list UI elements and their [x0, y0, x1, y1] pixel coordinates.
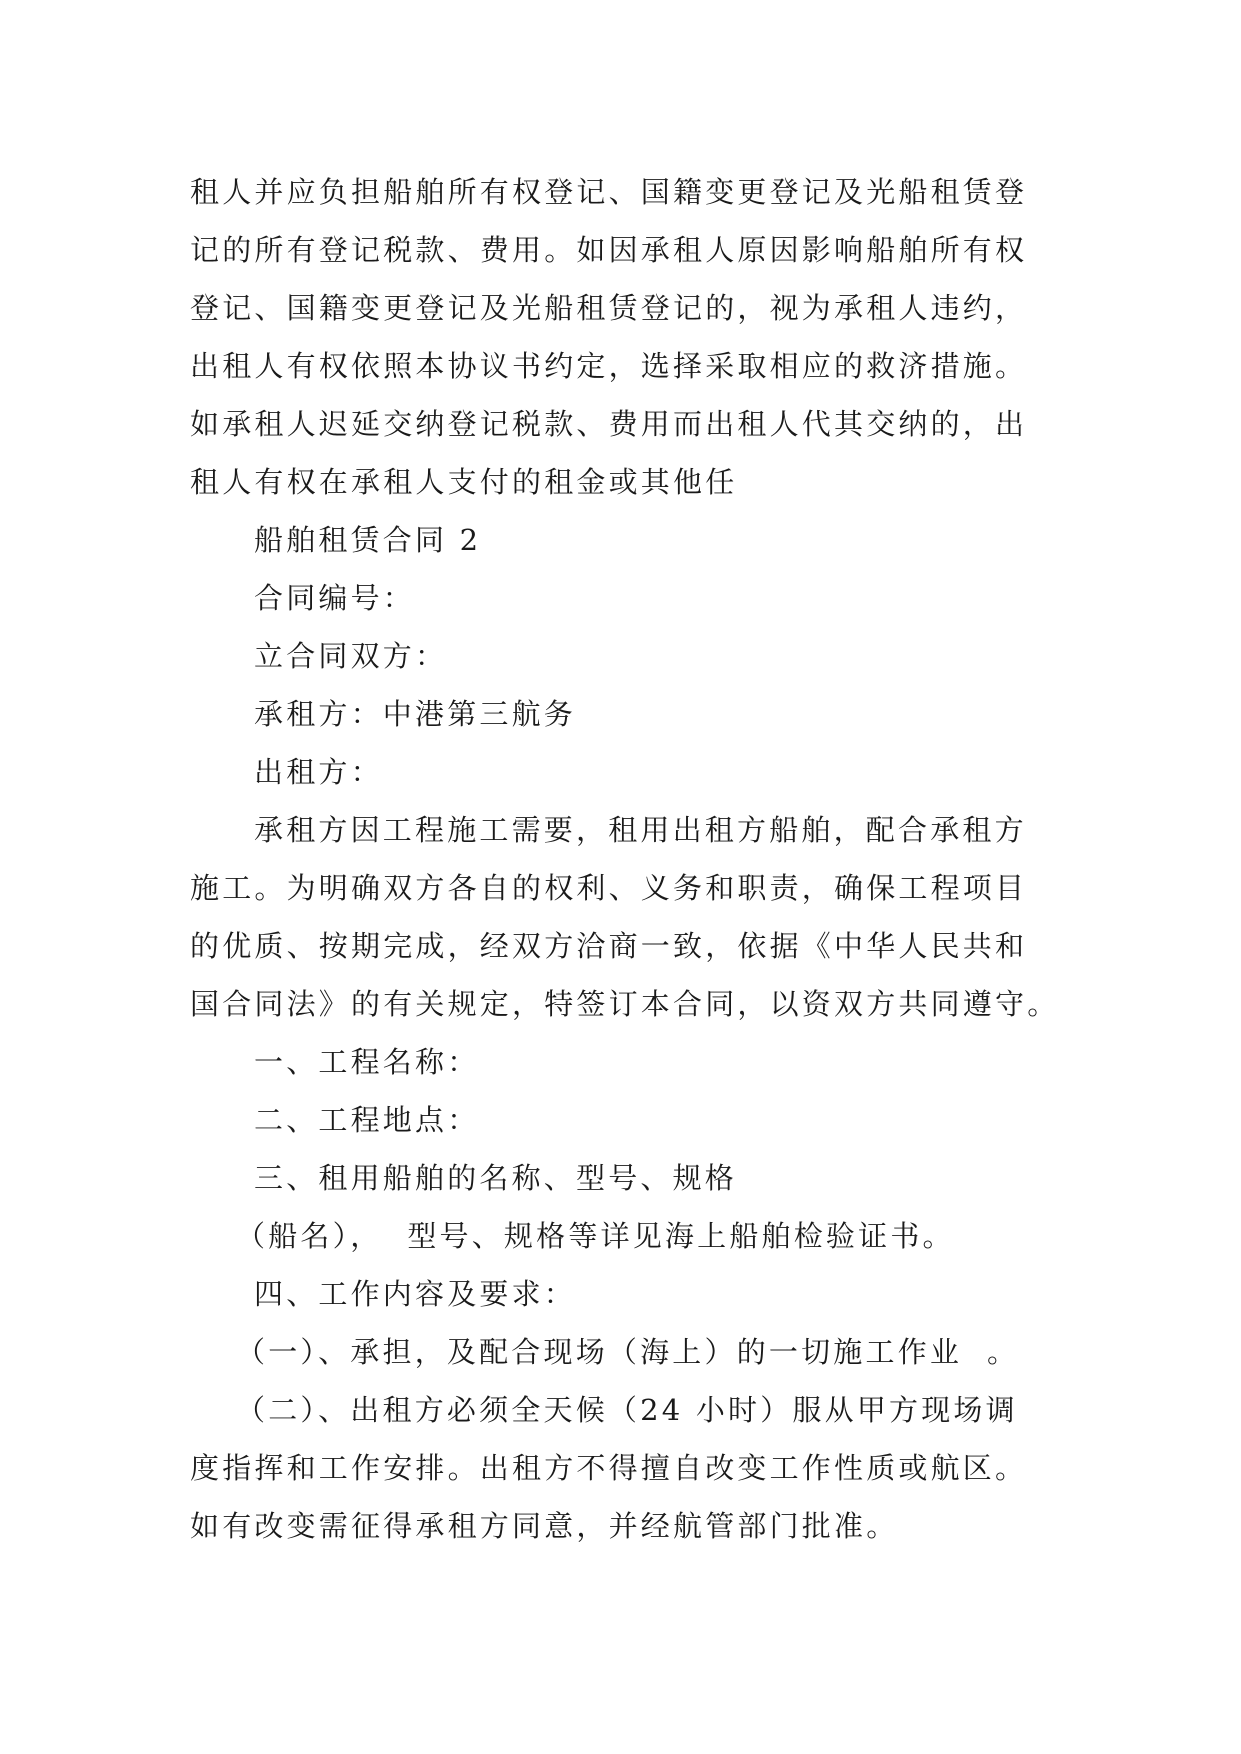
document-body [190, 163, 1060, 1555]
contract-parties-label: 立合同双方： [254, 639, 448, 673]
paragraph-line: 出租人有权依照本协议书约定，选择采取相应的救济措施。 [190, 349, 1028, 383]
paragraph-line: 的优质、按期完成，经双方洽商一致，依据《中华人民共和 [190, 929, 1028, 963]
paragraph-line: （船名）， 型号、规格等详见海上船舶检验证书。 [236, 1219, 955, 1253]
paragraph-line: 国合同法》的有关规定，特签订本合同，以资双方共同遵守。 [190, 987, 1060, 1021]
contract-number-label: 合同编号： [254, 581, 416, 615]
lessor-line: 出租方： [254, 755, 383, 789]
lessee-line: 承租方：中港第三航务 [254, 697, 577, 731]
section-heading: 一、工程名称： [254, 1045, 480, 1079]
paragraph-line: 施工。为明确双方各自的权利、义务和职责，确保工程项目 [190, 871, 1028, 905]
paragraph-line: 如承租人迟延交纳登记税款、费用而出租人代其交纳的，出 [190, 407, 1028, 441]
section-heading: 三、租用船舶的名称、型号、规格 [254, 1161, 738, 1195]
paragraph-line: 登记、国籍变更登记及光船租赁登记的，视为承租人违约， [190, 291, 1028, 325]
paragraph-line: 记的所有登记税款、费用。如因承租人原因影响船舶所有权 [190, 233, 1028, 267]
section-heading: 二、工程地点： [254, 1103, 480, 1137]
section-heading: 四、工作内容及要求： [254, 1277, 577, 1311]
list-item: （一）、承担，及配合现场（海上）的一切施工作业 。 [236, 1335, 1020, 1369]
paragraph-line: 度指挥和工作安排。出租方不得擅自改变工作性质或航区。 [190, 1451, 1028, 1485]
paragraph-line: 承租方因工程施工需要，租用出租方船舶，配合承租方 [254, 813, 1027, 847]
paragraph-line: 租人有权在承租人支付的租金或其他任 [190, 465, 738, 499]
paragraph-line: 租人并应负担船舶所有权登记、国籍变更登记及光船租赁登 [190, 175, 1028, 209]
list-item: （二）、出租方必须全天候（24 小时）服从甲方现场调 [236, 1393, 1018, 1427]
document-title: 船舶租赁合同 2 [254, 523, 482, 557]
paragraph-line: 如有改变需征得承租方同意，并经航管部门批准。 [190, 1509, 899, 1543]
